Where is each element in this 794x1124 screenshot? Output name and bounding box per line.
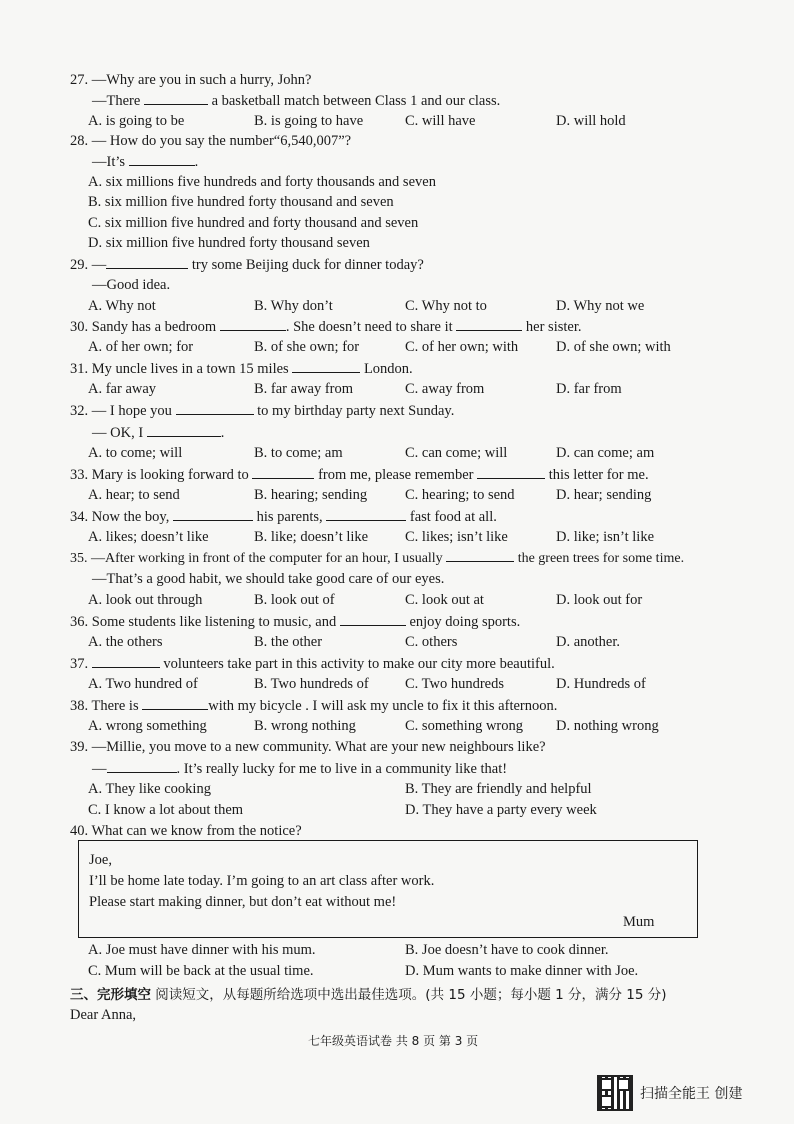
answer-blank <box>129 151 195 166</box>
question-28-line2: —It’s . <box>92 151 198 172</box>
q40-option-b: B. Joe doesn’t have to cook dinner. <box>405 942 609 958</box>
q35-option-d: D. look out for <box>556 592 643 608</box>
question-27: 27. —Why are you in such a hurry, John? <box>70 72 312 88</box>
q31-option-b: B. far away from <box>254 381 354 397</box>
question-29-line2: —Good idea. <box>92 277 171 293</box>
scanner-watermark: 扫描全能王 创建 <box>640 1086 743 1102</box>
notice-line-1: I’ll be home late today. I’m going to an art class after work. <box>89 873 435 889</box>
q31-option-c: C. away from <box>405 381 485 397</box>
notice-greeting: Joe, <box>89 852 112 868</box>
q28-option-c: C. six million five hundred and forty thousand and seven <box>88 215 419 231</box>
question-28: 28. — How do you say the number“6,540,007”? <box>70 133 352 149</box>
q37-option-c: C. Two hundreds <box>405 676 505 692</box>
q32-option-b: B. to come; am <box>254 445 343 461</box>
q32-option-d: D. can come; am <box>556 445 655 461</box>
q27-option-a: A. is going to be <box>88 113 185 129</box>
answer-blank <box>106 254 188 269</box>
q38-option-a: A. wrong something <box>88 718 207 734</box>
q35-option-b: B. look out of <box>254 592 335 608</box>
question-36: 36. Some students like listening to music, and enjoy doing sports. <box>70 611 520 632</box>
q34-option-d: D. like; isn’t like <box>556 529 655 545</box>
q39-option-c: C. I know a lot about them <box>88 802 244 818</box>
question-29: 29. — try some Beijing duck for dinner today? <box>70 254 424 275</box>
q35-option-a: A. look out through <box>88 592 203 608</box>
notice-box <box>78 840 698 938</box>
answer-blank <box>292 358 360 373</box>
q32-option-a: A. to come; will <box>88 445 183 461</box>
q40-option-d: D. Mum wants to make dinner with Joe. <box>405 963 639 979</box>
question-37: 37. volunteers take part in this activity to make our city more beautiful. <box>70 653 555 674</box>
question-40: 40. What can we know from the notice? <box>70 823 302 839</box>
q29-option-c: C. Why not to <box>405 298 487 314</box>
q34-option-a: A. likes; doesn’t like <box>88 529 209 545</box>
question-39: 39. —Millie, you move to a new community. What are your new neighbours like? <box>70 739 546 755</box>
q33-option-b: B. hearing; sending <box>254 487 368 503</box>
letter-salutation: Dear Anna, <box>70 1007 137 1023</box>
q38-option-d: D. nothing wrong <box>556 718 659 734</box>
q29-option-a: A. Why not <box>88 298 156 314</box>
question-35: 35. —After working in front of the computer for an hour, I usually the green trees for some time. <box>70 547 684 569</box>
answer-blank <box>326 506 406 521</box>
answer-blank <box>142 695 208 710</box>
notice-line-2: Please start making dinner, but don’t eat without me! <box>89 894 397 910</box>
qr-code-icon <box>597 1075 633 1111</box>
question-35-line2: —That’s a good habit, we should take good care of our eyes. <box>92 571 445 587</box>
q37-option-a: A. Two hundred of <box>88 676 198 692</box>
answer-blank <box>477 464 545 479</box>
q27-option-b: B. is going to have <box>254 113 364 129</box>
q36-option-b: B. the other <box>254 634 323 650</box>
q34-option-c: C. likes; isn’t like <box>405 529 508 545</box>
q36-option-c: C. others <box>405 634 458 650</box>
q40-option-c: C. Mum will be back at the usual time. <box>88 963 314 979</box>
q40-option-a: A. Joe must have dinner with his mum. <box>88 942 316 958</box>
answer-blank <box>252 464 314 479</box>
notice-signature: Mum <box>623 914 655 930</box>
q35-option-c: C. look out at <box>405 592 484 608</box>
q33-option-c: C. hearing; to send <box>405 487 515 503</box>
q28-option-d: D. six million five hundred forty thousand seven <box>88 235 370 251</box>
q31-option-a: A. far away <box>88 381 157 397</box>
q30-option-d: D. of she own; with <box>556 339 671 355</box>
question-38: 38. There is with my bicycle . I will ask my uncle to fix it this afternoon. <box>70 695 557 716</box>
question-34: 34. Now the boy, his parents, fast food at all. <box>70 506 497 527</box>
question-39-line2: — . It’s really lucky for me to live in a community like that! <box>92 758 507 779</box>
q33-option-d: D. hear; sending <box>556 487 652 503</box>
section-3-heading: 三、完形填空 阅读短文，从每题所给选项中选出最佳选项。(共 15 小题；每小题 1 分，满分 15 分) <box>70 987 667 1003</box>
answer-blank <box>446 547 514 562</box>
q30-option-c: C. of her own; with <box>405 339 519 355</box>
answer-blank <box>220 316 286 331</box>
q27-option-d: D. will hold <box>556 113 626 129</box>
answer-blank <box>340 611 406 626</box>
answer-blank <box>173 506 253 521</box>
question-32-line2: — OK, I . <box>92 422 224 443</box>
q30-option-a: A. of her own; for <box>88 339 194 355</box>
q38-option-b: B. wrong nothing <box>254 718 356 734</box>
q39-option-d: D. They have a party every week <box>405 802 597 818</box>
q37-option-d: D. Hundreds of <box>556 676 646 692</box>
question-30: 30. Sandy has a bedroom . She doesn’t need to share it her sister. <box>70 316 582 337</box>
page-footer: 七年级英语试卷 共 8 页 第 3 页 <box>308 1034 479 1048</box>
q36-option-d: D. another. <box>556 634 621 650</box>
q34-option-b: B. like; doesn’t like <box>254 529 369 545</box>
q30-option-b: B. of she own; for <box>254 339 360 355</box>
q37-option-b: B. Two hundreds of <box>254 676 369 692</box>
q28-option-b: B. six million five hundred forty thousand and seven <box>88 194 394 210</box>
answer-blank <box>92 653 160 668</box>
q39-option-b: B. They are friendly and helpful <box>405 781 592 797</box>
answer-blank <box>147 422 221 437</box>
q33-option-a: A. hear; to send <box>88 487 180 503</box>
answer-blank <box>456 316 522 331</box>
q31-option-d: D. far from <box>556 381 622 397</box>
q38-option-c: C. something wrong <box>405 718 524 734</box>
answer-blank <box>176 400 254 415</box>
q36-option-a: A. the others <box>88 634 163 650</box>
question-32: 32. — I hope you to my birthday party next Sunday. <box>70 400 454 421</box>
q32-option-c: C. can come; will <box>405 445 508 461</box>
q28-option-a: A. six millions five hundreds and forty thousands and seven <box>88 174 436 190</box>
answer-blank <box>107 758 177 773</box>
q29-option-b: B. Why don’t <box>254 298 333 314</box>
question-33: 33. Mary is looking forward to from me, please remember this letter for me. <box>70 464 649 485</box>
question-31: 31. My uncle lives in a town 15 miles London. <box>70 358 413 379</box>
q29-option-d: D. Why not we <box>556 298 645 314</box>
q39-option-a: A. They like cooking <box>88 781 211 797</box>
answer-blank <box>144 90 208 105</box>
question-27-line2: —There a basketball match between Class 1 and our class. <box>92 90 500 111</box>
q27-option-c: C. will have <box>405 113 476 129</box>
